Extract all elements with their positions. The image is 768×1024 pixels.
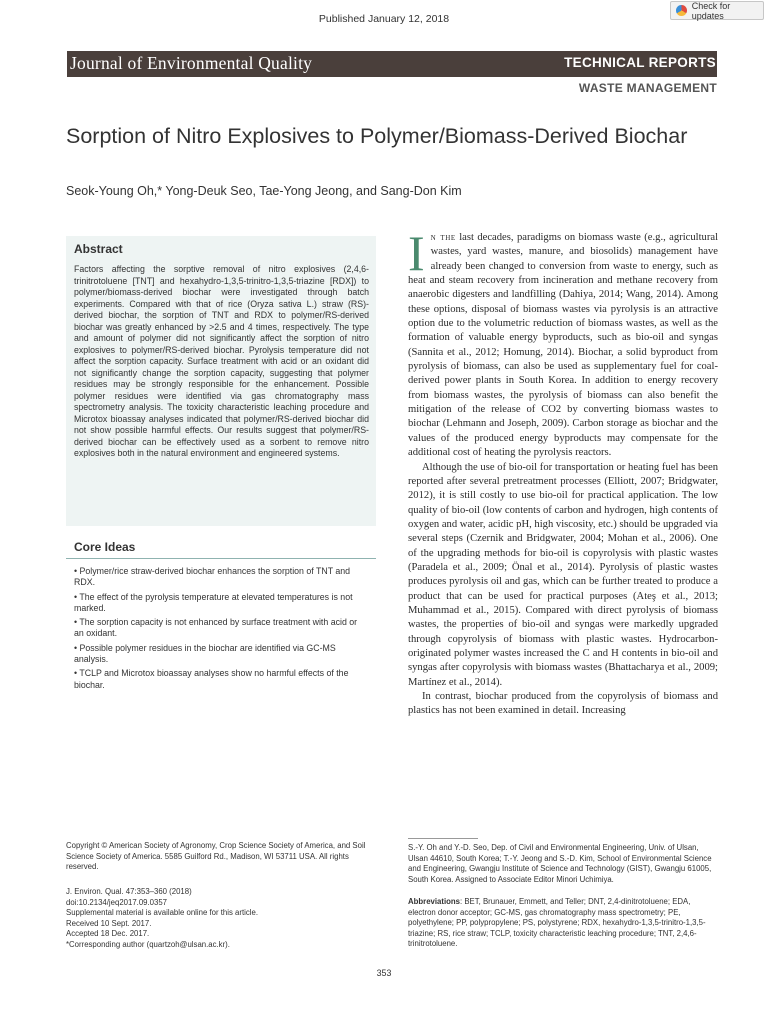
subsection-label: WASTE MANAGEMENT — [578, 81, 717, 95]
citation-line: Accepted 18 Dec. 2017. — [66, 929, 150, 938]
article-title: Sorption of Nitro Explosives to Polymer/Biomass-Derived Biochar — [66, 124, 688, 148]
core-ideas-heading: Core Ideas — [74, 540, 136, 554]
paragraph-1-text: last decades, paradigms on biomass waste (e.g., agricultural wastes, yard wastes, manure, and biosolids) management have already been changed to conversion from waste to energy, such as heat and steam recovery from incineration and methane recovery from anaerobic digesters and landfilling (Dahiya, 2014; Wang, 2014). Among these options, disposal of biomass wastes via pyrolysis is an attractive option due to the volumetric reduction of biomass wastes, as well as the formation of valuable energy byproducts, such as bio-oil and syngas (Sannita et al., 2012; Homung, 2014). Biochar, a solid byproduct from pyrolysis of biomass, can also be used as supplementary fuel for coal-derived power plants in South Korea. In addition to energy recovery from biomass wastes, the pyrolysis of biomass can also benefit the mitigation of the release of CO2 by converting biomass wastes to biochar (Lehmann and Joseph, 2009). Carbon storage as biochar and the values of the produced energy byproducts may compensate for the additional cost of heating the pyrolysis reactors. — [408, 232, 719, 459]
abstract-text: Factors affecting the sorptive removal of nitro explosives (2,4,6-trinitrotoluene [TNT] and hexahydro-1,3,5-trinitro-1,3,5-triazine [RDX]) to polymer/biomass-derived biochar were investigated through batch experiments. Compared with that of rice (Oryza sativa L.) straw (RS)-derived biochar, the sorption of TNT and RDX to polymer/RS-derived biochar was greatly enhanced by >2.5 and 4 times, respectively. The type and amount of polymer did not significantly affect the sorption of nitro explosives to polymer/RS-derived biochar. Pyrolysis temperature did not affect the sorption capacity. Surface treatment with acid or an oxidant did not significantly change the sorption capacity, suggesting that polymer residues may be strongly responsible for the enhancement. Possible polymer residues were identified via gas chromatography mass spectrometry analysis. The toxicity characteristic leaching procedure and Microtox bioassay analyses indicated that polymer/RS-derived biochar did not show possible harmful effects. Our results suggest that polymer/RS-derived biochar can be effectively used as a sorbent to remove nitro explosives both in the natural environment and engineered systems. — [74, 264, 369, 458]
check-for-updates-button[interactable] — [670, 1, 764, 20]
footnote-rule — [408, 838, 478, 839]
core-ideas-divider — [66, 558, 376, 559]
core-idea-item: • TCLP and Microtox bioassay analyses show no harmful effects of the biochar. — [74, 668, 349, 690]
drop-cap: I — [408, 225, 425, 281]
lead-in: n the — [430, 232, 456, 243]
citation-line: J. Environ. Qual. 47:353–360 (2018) — [66, 887, 192, 896]
core-idea-item: • Polymer/rice straw-derived biochar enhances the sorption of TNT and RDX. — [74, 566, 351, 588]
author-list: Seok-Young Oh,* Yong-Deuk Seo, Tae-Yong Jeong, and Sang-Don Kim — [66, 184, 462, 198]
body-text — [408, 225, 719, 719]
core-ideas-list — [74, 566, 369, 694]
published-date: Published January 12, 2018 — [318, 13, 450, 25]
body-paragraph-3: In contrast, biochar produced from the copyrolysis of biomass and plastics has not been examined in detail. Increasing — [408, 691, 718, 717]
copyright-notice: Copyright © American Society of Agronomy, Crop Science Society of America, and Soil Science Society of America. 5585 Guilford Rd., Madison, WI 53711 USA. All rights reserved. — [66, 841, 366, 871]
check-for-updates-label: Check for updates — [691, 0, 731, 21]
journal-name: Journal of Environmental Quality — [70, 53, 313, 73]
doi-link[interactable]: doi:10.2134/jeq2017.09.0357 — [66, 897, 168, 907]
core-idea-item: • The effect of the pyrolysis temperature at elevated temperatures is not marked. — [74, 591, 353, 613]
body-paragraph-2: Although the use of bio-oil for transportation or heating fuel has been reported after several pretreatment processes (Elliott, 2007; Bridgwater, 2012), it is still costly to use bio-oil for practical application. The low quality of bio-oil (low contents of carbon and hydrogen, high contents of oxygen and water, acidic pH, high viscosity, etc.) should be upgraded via several steps (Czernik and Bridgwater, 2004; Mohan et al., 2006). One of the upgrading methods for bio-oil is copyrolysis with plastic wastes (Paradela et al., 2009; Önal et al., 2014). Pyrolysis of plastic wastes produces pyrolysis oil and gas, which can be further treated to produce a product that can be used for practical purposes (Ateş et al., 2013; Muhammad et al., 2015). Compared with direct pyrolysis of biomass wastes, the properties of bio-oil and syngas were markedly upgraded through copyrolysis of biomass with plastic wastes. Hydrocarbon-originated polymer wastes increased the C and H contents in bio-oil and syngas after copyrolysis with biomass wastes (Bhattacharya et al., 2009; Martínez et al., 2014). — [408, 461, 718, 688]
core-idea-item: • The sorption capacity is not enhanced by surface treatment with acid or an oxidant. — [74, 617, 358, 639]
citation-block — [66, 887, 376, 950]
citation-line: Received 10 Sept. 2017. — [66, 918, 152, 928]
abbreviations — [408, 897, 718, 950]
section-label: TECHNICAL REPORTS — [564, 55, 716, 70]
page-number: 353 — [376, 968, 392, 978]
affiliations: S.-Y. Oh and Y.-D. Seo, Dep. of Civil and Environmental Engineering, Univ. of Ulsan, Ulsan 44610, South Korea; T.-Y. Jeong and S.-D. Kim, School of Environmental Science and Engineering, Gwangju Institute of Science and Technology (GIST), Gwangju 61005, South Korea. Assigned to Associate Editor Minori Uchimiya. — [408, 843, 712, 884]
citation-line: Supplemental material is available online for this article. — [66, 908, 258, 917]
corresponding-author: *Corresponding author (quartzoh@ulsan.ac.kr). — [66, 939, 230, 949]
abbreviations-label: Abbreviations — [408, 897, 460, 906]
core-idea-item: • Possible polymer residues in the biochar are identified via GC-MS analysis. — [74, 642, 336, 665]
body-paragraph-1 — [408, 225, 719, 461]
abbreviations-text: : BET, Brunauer, Emmett, and Teller; DNT, 2,4-dinitrotoluene; EDA, electron donor acceptor; GC-MS, gas chromatography mass spectrometry; PE, polyethylene; PP, polypropylene; PS, polystyrene; RDX, hexahydro-1,3,5-trinitro-1,3,5-triazine; RS, rice straw; TCLP, toxicity characteristic leaching procedure; TNT, 2,4,6-trinitrotoluene. — [408, 897, 706, 948]
crossmark-icon — [676, 5, 687, 16]
abstract-heading: Abstract — [74, 242, 123, 256]
